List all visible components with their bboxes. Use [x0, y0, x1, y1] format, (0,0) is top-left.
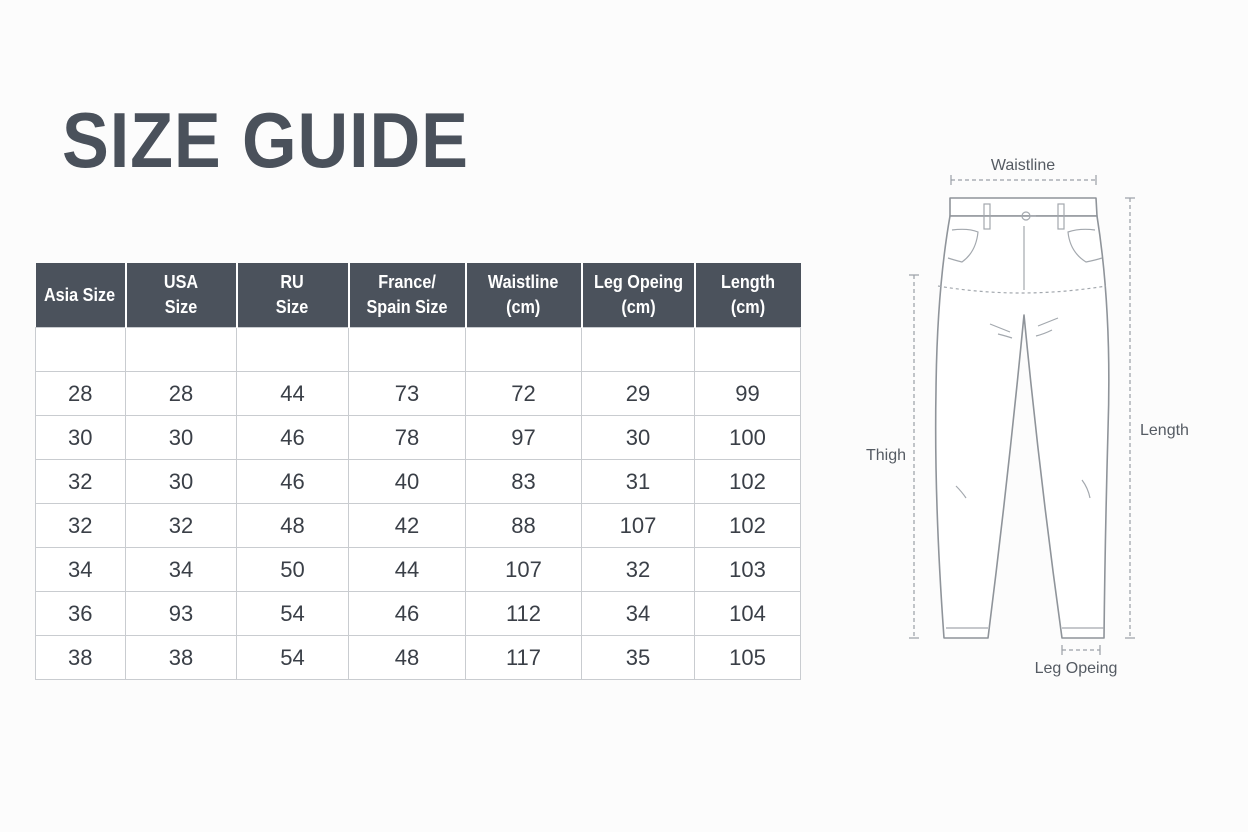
table-cell-france-spain-size: 48 — [349, 636, 466, 680]
table-cell-leg-opening: 29 — [582, 372, 695, 416]
waistline-dimension-line — [951, 175, 1096, 185]
col-header-leg-opening: Leg Opeing (cm) — [582, 263, 695, 328]
table-cell-ru-size: 54 — [237, 592, 349, 636]
table-cell-france-spain-size — [349, 328, 466, 372]
table-cell-waistline — [466, 328, 582, 372]
table-cell-leg-opening: 35 — [582, 636, 695, 680]
table-cell-ru-size: 48 — [237, 504, 349, 548]
table-body — [36, 328, 801, 680]
table-cell-waistline: 83 — [466, 460, 582, 504]
pants-outline — [936, 198, 1109, 638]
table-cell-waistline: 72 — [466, 372, 582, 416]
table-cell-waistline: 112 — [466, 592, 582, 636]
thigh-dimension-line — [909, 275, 919, 638]
table-cell-asia-size — [36, 328, 126, 372]
waistline-label: Waistline — [990, 157, 1056, 174]
table-cell-length: 100 — [695, 416, 801, 460]
col-header-france-spain-size: France/ Spain Size — [349, 263, 466, 328]
page-title: SIZE GUIDE — [62, 96, 469, 184]
table-cell-leg-opening: 32 — [582, 548, 695, 592]
table-row — [36, 636, 801, 680]
table-cell-waistline: 107 — [466, 548, 582, 592]
table-cell-france-spain-size: 73 — [349, 372, 466, 416]
table-cell-ru-size: 54 — [237, 636, 349, 680]
table-cell-leg-opening: 107 — [582, 504, 695, 548]
table-cell-france-spain-size: 46 — [349, 592, 466, 636]
leg-opening-label: Leg Opeing — [1034, 660, 1118, 677]
table-cell-length: 99 — [695, 372, 801, 416]
table-row — [36, 504, 801, 548]
table-cell-usa-size — [126, 328, 237, 372]
table-cell-asia-size: 38 — [36, 636, 126, 680]
table-cell-length: 103 — [695, 548, 801, 592]
thigh-label: Thigh — [866, 447, 907, 464]
table-cell-leg-opening: 31 — [582, 460, 695, 504]
table-cell-ru-size: 46 — [237, 460, 349, 504]
table-cell-france-spain-size: 78 — [349, 416, 466, 460]
table-cell-ru-size — [237, 328, 349, 372]
table-cell-asia-size: 34 — [36, 548, 126, 592]
col-header-ru-size: RU Size — [237, 263, 349, 328]
table-header-row — [36, 263, 801, 328]
table-row — [36, 328, 801, 372]
table-cell-length: 102 — [695, 460, 801, 504]
table-cell-leg-opening: 34 — [582, 592, 695, 636]
table-cell-usa-size: 93 — [126, 592, 237, 636]
length-dimension-line — [1125, 198, 1135, 638]
table-cell-asia-size: 32 — [36, 460, 126, 504]
table-cell-length: 104 — [695, 592, 801, 636]
leg-opening-dimension-line — [1062, 645, 1100, 655]
table-cell-asia-size: 28 — [36, 372, 126, 416]
table-row — [36, 592, 801, 636]
table-cell-waistline: 117 — [466, 636, 582, 680]
table-cell-waistline: 97 — [466, 416, 582, 460]
table-cell-length: 102 — [695, 504, 801, 548]
table-cell-france-spain-size: 44 — [349, 548, 466, 592]
table-row — [36, 460, 801, 504]
table-cell-usa-size: 34 — [126, 548, 237, 592]
size-table — [35, 263, 801, 680]
table-cell-length — [695, 328, 801, 372]
table-cell-leg-opening: 30 — [582, 416, 695, 460]
table-cell-length: 105 — [695, 636, 801, 680]
length-label: Length — [1140, 422, 1189, 439]
table-cell-ru-size: 44 — [237, 372, 349, 416]
table-cell-usa-size: 30 — [126, 416, 237, 460]
col-header-asia-size: Asia Size — [36, 263, 126, 328]
table-cell-usa-size: 38 — [126, 636, 237, 680]
table-row — [36, 372, 801, 416]
table-cell-asia-size: 30 — [36, 416, 126, 460]
col-header-usa-size: USA Size — [126, 263, 237, 328]
table-cell-ru-size: 46 — [237, 416, 349, 460]
col-header-length: Length (cm) — [695, 263, 801, 328]
table-cell-france-spain-size: 42 — [349, 504, 466, 548]
table-cell-asia-size: 36 — [36, 592, 126, 636]
table-cell-usa-size: 28 — [126, 372, 237, 416]
table-cell-leg-opening — [582, 328, 695, 372]
table-row — [36, 416, 801, 460]
table-cell-usa-size: 30 — [126, 460, 237, 504]
table-cell-asia-size: 32 — [36, 504, 126, 548]
pants-measurement-diagram — [850, 140, 1210, 685]
col-header-waistline: Waistline (cm) — [466, 263, 582, 328]
table-row — [36, 548, 801, 592]
table-cell-usa-size: 32 — [126, 504, 237, 548]
table-cell-ru-size: 50 — [237, 548, 349, 592]
table-cell-france-spain-size: 40 — [349, 460, 466, 504]
table-cell-waistline: 88 — [466, 504, 582, 548]
